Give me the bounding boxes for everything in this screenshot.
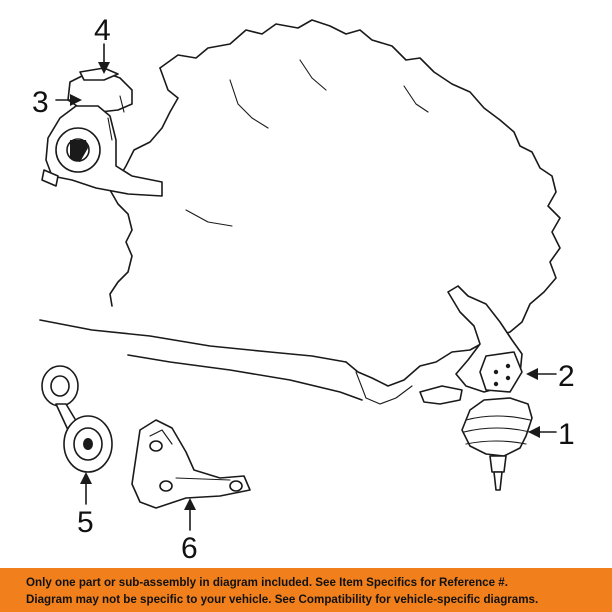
callout-4: 4 [94, 14, 111, 47]
torque-strut-bracket [132, 420, 250, 508]
callout-2: 2 [558, 360, 575, 393]
upper-mount-assembly [42, 68, 162, 196]
callout-1: 1 [558, 418, 575, 451]
right-mount-assembly [420, 286, 532, 490]
torque-strut-link [42, 366, 112, 472]
callout-3: 3 [32, 86, 49, 119]
disclaimer-line-1: Only one part or sub-assembly in diagram included. See Item Specifics for Reference #. [26, 576, 508, 589]
disclaimer-banner [0, 568, 612, 612]
callout-6: 6 [181, 532, 198, 565]
callout-leaders [56, 44, 556, 530]
disclaimer-line-2: Diagram may not be specific to your vehicle. See Compatibility for vehicle-specific diagrams. [26, 593, 539, 606]
callout-5: 5 [77, 506, 94, 539]
